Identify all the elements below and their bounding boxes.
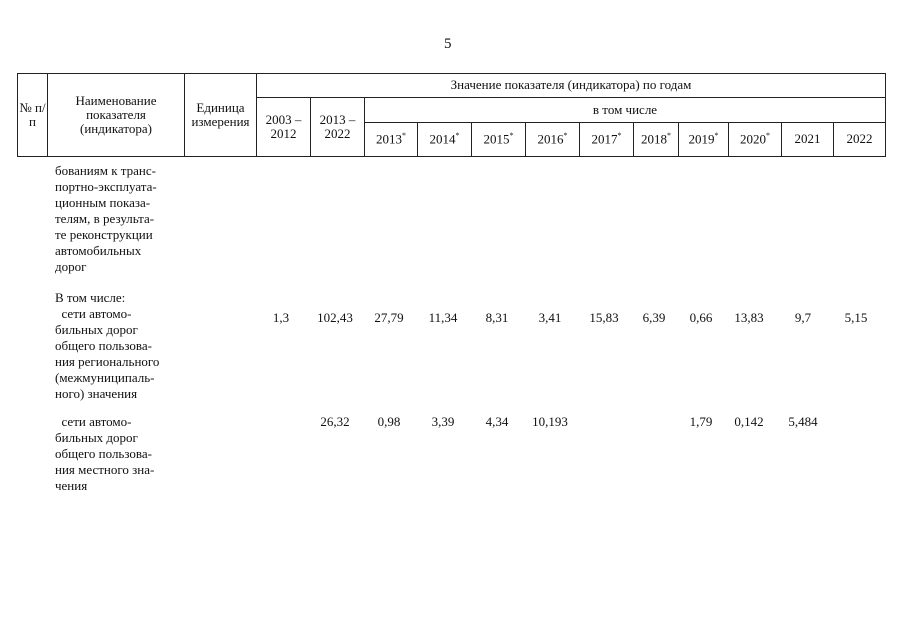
local-value: 3,39	[431, 414, 455, 429]
header-year-2013: 2013*	[365, 123, 418, 157]
header-period-2013-2022: 2013 – 2022	[311, 98, 365, 157]
regional-name-line: бильных дорог	[55, 322, 138, 337]
regional-name-line: ного) значения	[55, 386, 138, 401]
regional-value: 27,79	[374, 310, 404, 325]
continuation-line: ционным показа-	[55, 195, 151, 210]
regional-name-line: (межмуниципаль-	[55, 370, 155, 385]
regional-value: 11,34	[428, 310, 458, 325]
header-unit: Единица измерения	[185, 74, 257, 157]
local-value: 0,142	[734, 414, 764, 429]
header-year-2021: 2021	[782, 123, 834, 157]
regional-value: 5,15	[844, 310, 868, 325]
local-value: 4,34	[485, 414, 509, 429]
local-name-line: общего пользова-	[55, 446, 152, 461]
regional-value: 13,83	[734, 310, 764, 325]
header-year-2019: 2019*	[679, 123, 729, 157]
regional-value: 15,83	[589, 310, 619, 325]
header-year-2016: 2016*	[526, 123, 580, 157]
regional-value: 6,39	[642, 310, 666, 325]
regional-value: 1,3	[272, 310, 290, 325]
local-value: 0,98	[377, 414, 401, 429]
regional-value: 102,43	[317, 310, 353, 325]
continuation-line: телям, в результа-	[55, 211, 155, 226]
local-name	[55, 414, 154, 494]
local-name-line: ния местного зна-	[55, 462, 155, 477]
regional-name-line: сети автомо-	[55, 306, 132, 321]
regional-value: 3,41	[538, 310, 562, 325]
regional-name-line: В том числе:	[55, 290, 126, 305]
regional-name-line: ния регионального	[55, 354, 160, 369]
header-values-by-years: Значение показателя (индикатора) по годам	[257, 74, 886, 98]
header-year-2022: 2022	[834, 123, 886, 157]
local-value: 5,484	[788, 414, 818, 429]
local-name-line: бильных дорог	[55, 430, 138, 445]
header-period-2003-2012: 2003 – 2012	[257, 98, 311, 157]
header-name: Наименование показателя (индикатора)	[48, 74, 185, 157]
local-name-line: сети автомо-	[55, 414, 132, 429]
local-value: 10,193	[532, 414, 568, 429]
regional-value: 9,7	[794, 310, 812, 325]
continuation-line: бованиям к транс-	[55, 163, 156, 178]
header-in-that-number: в том числе	[365, 98, 886, 123]
page-number: 5	[444, 36, 452, 52]
regional-name-line: общего пользова-	[55, 338, 152, 353]
regional-name	[55, 290, 159, 402]
header-year-2018: 2018*	[634, 123, 679, 157]
indicator-table-header	[17, 73, 886, 157]
continuation-line: портно-эксплуата-	[55, 179, 157, 194]
continuation-line: автомобильных	[55, 243, 142, 258]
continuation-line: те реконструкции	[55, 227, 153, 242]
local-value: 26,32	[320, 414, 350, 429]
local-name-line: чения	[55, 478, 88, 493]
header-num: № п/п	[18, 74, 48, 157]
header-year-2015: 2015*	[472, 123, 526, 157]
header-year-2014: 2014*	[418, 123, 472, 157]
header-year-2020: 2020*	[729, 123, 782, 157]
continuation-line: дорог	[55, 259, 87, 274]
regional-value: 8,31	[485, 310, 509, 325]
continuation-text	[55, 163, 157, 275]
header-year-2017: 2017*	[580, 123, 634, 157]
regional-value: 0,66	[689, 310, 713, 325]
local-value: 1,79	[689, 414, 713, 429]
